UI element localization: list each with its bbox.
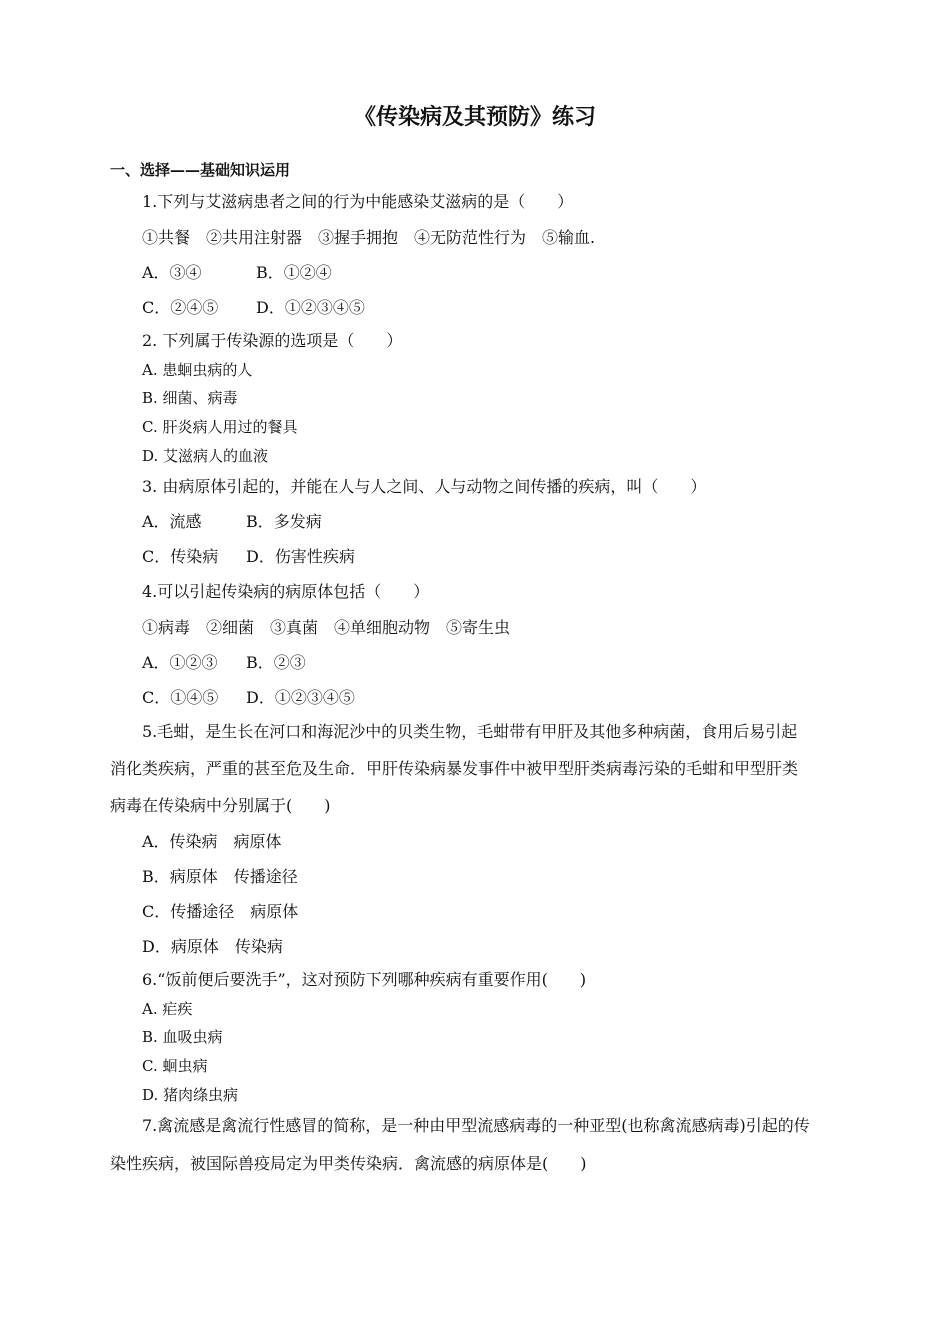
page-title: 《传染病及其预防》练习 — [353, 104, 596, 130]
question-5-option-c: C．传播途径 病原体 — [142, 902, 299, 921]
question-6-option-c: C. 蛔虫病 — [142, 1057, 208, 1075]
question-2-option-a: A. 患蛔虫病的人 — [142, 361, 253, 379]
question-2-option-b: B. 细菌、病毒 — [142, 389, 238, 407]
question-4-option-c: C．①④⑤ — [142, 688, 219, 707]
question-4-option-a: A．①②③ — [142, 653, 218, 672]
question-4-items: ①病毒 ②细菌 ③真菌 ④单细胞动物 ⑤寄生虫 — [142, 618, 511, 637]
question-6-option-a: A. 疟疾 — [142, 1000, 193, 1018]
section-heading: 一、选择——基础知识运用 — [110, 161, 291, 179]
question-4-option-b: B．②③ — [246, 653, 306, 672]
question-5-stem-line-2: 消化类疾病，严重的甚至危及生命．甲肝传染病暴发事件中被甲型肝类病毒污染的毛蚶和甲型肝类 — [110, 759, 799, 778]
question-1-stem: 1.下列与艾滋病患者之间的行为中能感染艾滋病的是（ ） — [142, 192, 574, 211]
question-1-option-a: A．③④ — [142, 263, 202, 282]
question-3-option-c: C．传染病 — [142, 547, 219, 566]
question-2-stem: 2. 下列属于传染源的选项是（ ） — [142, 331, 403, 350]
question-3-option-d: D．伤害性疾病 — [246, 547, 355, 566]
question-3-option-b: B．多发病 — [246, 512, 322, 531]
question-2-option-d: D. 艾滋病人的血液 — [142, 447, 269, 465]
question-1-items: ①共餐 ②共用注射器 ③握手拥抱 ④无防范性行为 ⑤输血. — [142, 228, 596, 247]
question-6-option-b: B. 血吸虫病 — [142, 1028, 223, 1046]
question-5-stem-line-3: 病毒在传染病中分别属于( ) — [110, 796, 331, 815]
question-1-option-c: C．②④⑤ — [142, 298, 219, 317]
question-7-stem-line-2: 染性疾病，被国际兽疫局定为甲类传染病．禽流感的病原体是( ) — [110, 1154, 587, 1173]
question-7-stem-line-1: 7.禽流感是禽流行性感冒的简称，是一种由甲型流感病毒的一种亚型(也称禽流感病毒)引起的传 — [142, 1116, 810, 1135]
question-2-option-c: C. 肝炎病人用过的餐具 — [142, 418, 298, 436]
question-5-stem-line-1: 5.毛蚶，是生长在河口和海泥沙中的贝类生物，毛蚶带有甲肝及其他多种病菌，食用后易引起 — [142, 722, 798, 741]
question-5-option-a: A．传染病 病原体 — [142, 832, 282, 851]
question-3-stem: 3. 由病原体引起的，并能在人与人之间、人与动物之间传播的疾病，叫（ ） — [142, 477, 707, 496]
question-4-stem: 4.可以引起传染病的病原体包括（ ） — [142, 582, 430, 601]
question-1-option-d: D．①②③④⑤ — [256, 298, 365, 317]
question-4-option-d: D．①②③④⑤ — [246, 688, 355, 707]
question-6-option-d: D. 猪肉绦虫病 — [142, 1086, 239, 1104]
question-1-option-b: B．①②④ — [256, 263, 332, 282]
question-3-option-a: A．流感 — [142, 512, 202, 531]
question-5-option-b: B．病原体 传播途径 — [142, 867, 298, 886]
question-6-stem: 6.“饭前便后要洗手”，这对预防下列哪种疾病有重要作用( ) — [142, 970, 587, 989]
question-5-option-d: D．病原体 传染病 — [142, 937, 283, 956]
